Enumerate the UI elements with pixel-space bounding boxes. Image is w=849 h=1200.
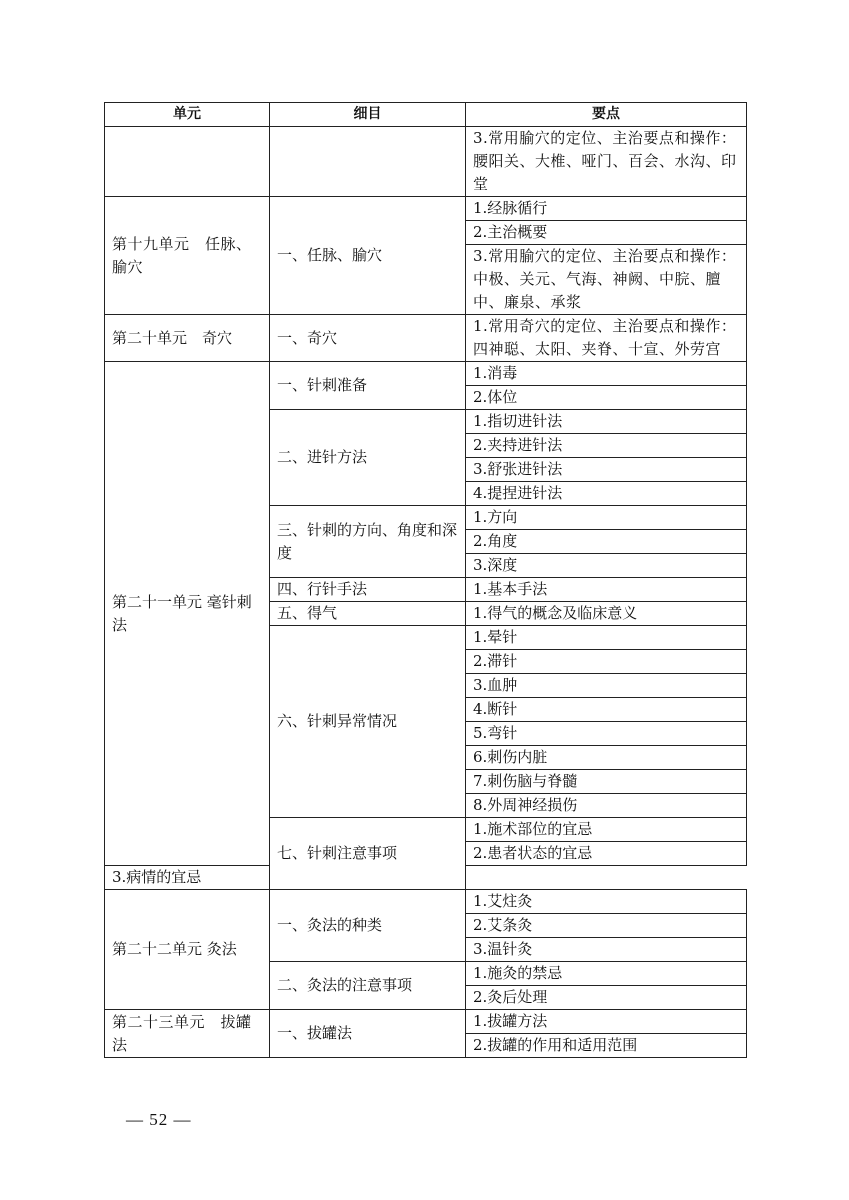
table-header-row xyxy=(105,103,747,127)
detail-cell: 一、奇穴 xyxy=(270,315,466,362)
syllabus-table xyxy=(104,102,747,1058)
detail-cell: 三、针刺的方向、角度和深度 xyxy=(270,506,466,578)
table-row xyxy=(105,1010,747,1034)
point-cell: 1.施灸的禁忌 xyxy=(466,962,747,986)
point-cell: 3.舒张进针法 xyxy=(466,458,747,482)
table-row xyxy=(105,890,747,914)
point-cell: 7.刺伤脑与脊髓 xyxy=(466,770,747,794)
table-row xyxy=(105,362,747,386)
point-cell: 1.艾炷灸 xyxy=(466,890,747,914)
point-cell: 1.消毒 xyxy=(466,362,747,386)
point-cell: 2.拔罐的作用和适用范围 xyxy=(466,1034,747,1058)
unit-cell: 第二十一单元 毫针刺法 xyxy=(105,362,270,866)
detail-cell xyxy=(270,127,466,197)
point-cell: 1.指切进针法 xyxy=(466,410,747,434)
point-cell: 3.常用腧穴的定位、主治要点和操作：中极、关元、气海、神阙、中脘、膻中、廉泉、承浆 xyxy=(466,245,747,315)
detail-cell: 六、针刺异常情况 xyxy=(270,626,466,818)
point-cell: 2.艾条灸 xyxy=(466,914,747,938)
point-cell: 1.经脉循行 xyxy=(466,197,747,221)
detail-cell: 四、行针手法 xyxy=(270,578,466,602)
detail-cell: 七、针刺注意事项 xyxy=(270,818,466,890)
detail-cell: 一、拔罐法 xyxy=(270,1010,466,1058)
point-cell: 2.角度 xyxy=(466,530,747,554)
point-cell: 1.常用奇穴的定位、主治要点和操作：四神聪、太阳、夹脊、十宣、外劳宫 xyxy=(466,315,747,362)
point-cell: 6.刺伤内脏 xyxy=(466,746,747,770)
point-cell: 2.滞针 xyxy=(466,650,747,674)
point-cell: 1.施术部位的宜忌 xyxy=(466,818,747,842)
point-cell: 1.拔罐方法 xyxy=(466,1010,747,1034)
point-cell: 1.晕针 xyxy=(466,626,747,650)
detail-cell: 二、进针方法 xyxy=(270,410,466,506)
detail-cell: 一、灸法的种类 xyxy=(270,890,466,962)
table-row xyxy=(105,315,747,362)
unit-cell: 第二十单元 奇穴 xyxy=(105,315,270,362)
detail-cell: 二、灸法的注意事项 xyxy=(270,962,466,1010)
unit-cell: 第十九单元 任脉、腧穴 xyxy=(105,197,270,315)
point-cell: 8.外周神经损伤 xyxy=(466,794,747,818)
point-cell: 2.主治概要 xyxy=(466,221,747,245)
header-detail: 细目 xyxy=(270,103,466,127)
header-points: 要点 xyxy=(466,103,747,127)
page-number: — 52 — xyxy=(126,1110,192,1129)
unit-cell xyxy=(105,127,270,197)
header-unit: 单元 xyxy=(105,103,270,127)
point-cell: 2.体位 xyxy=(466,386,747,410)
point-cell: 3.血肿 xyxy=(466,674,747,698)
point-cell: 3.深度 xyxy=(466,554,747,578)
detail-cell: 一、任脉、腧穴 xyxy=(270,197,466,315)
point-cell: 3.温针灸 xyxy=(466,938,747,962)
unit-cell: 第二十三单元 拔罐法 xyxy=(105,1010,270,1058)
point-cell: 3.常用腧穴的定位、主治要点和操作：腰阳关、大椎、哑门、百会、水沟、印堂 xyxy=(466,127,747,197)
detail-cell: 五、得气 xyxy=(270,602,466,626)
point-cell: 3.病情的宜忌 xyxy=(105,866,270,890)
table-row xyxy=(105,127,747,197)
point-cell: 5.弯针 xyxy=(466,722,747,746)
detail-cell: 一、针刺准备 xyxy=(270,362,466,410)
point-cell: 2.夹持进针法 xyxy=(466,434,747,458)
point-cell: 1.基本手法 xyxy=(466,578,747,602)
point-cell: 4.提捏进针法 xyxy=(466,482,747,506)
point-cell: 1.方向 xyxy=(466,506,747,530)
unit-cell: 第二十二单元 灸法 xyxy=(105,890,270,1010)
point-cell: 4.断针 xyxy=(466,698,747,722)
point-cell: 2.患者状态的宜忌 xyxy=(466,842,747,866)
point-cell: 2.灸后处理 xyxy=(466,986,747,1010)
table-row xyxy=(105,197,747,221)
point-cell: 1.得气的概念及临床意义 xyxy=(466,602,747,626)
